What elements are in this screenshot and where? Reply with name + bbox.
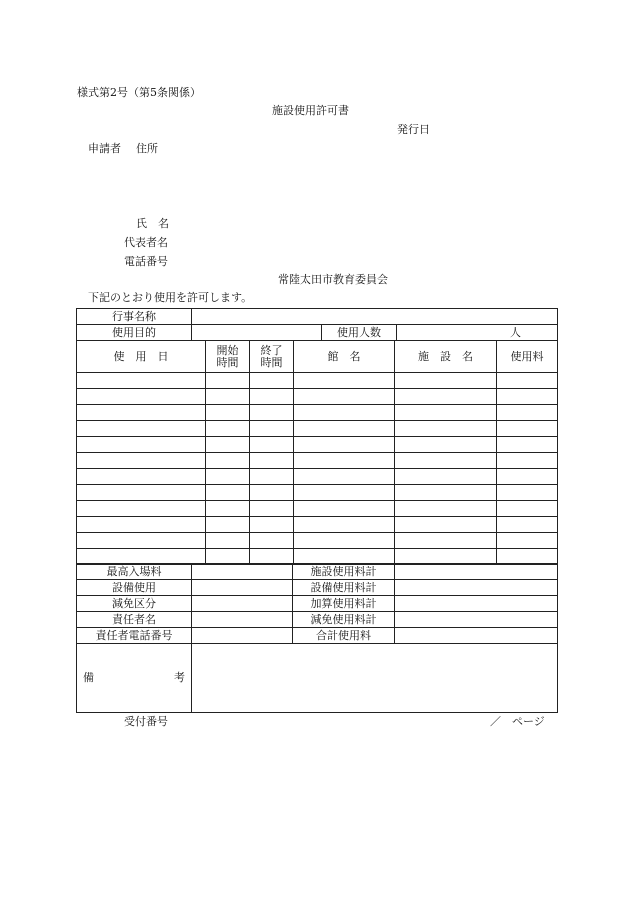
usage-cell[interactable]	[206, 437, 250, 453]
usage-cell[interactable]	[395, 405, 497, 421]
usage-cell[interactable]	[250, 469, 294, 485]
summary-left-label: 最高入場料	[77, 564, 192, 580]
summary-left-label: 減免区分	[77, 596, 192, 612]
attendees-field[interactable]	[397, 325, 558, 341]
table-row	[77, 421, 558, 437]
table-row	[77, 485, 558, 501]
table-row	[77, 389, 558, 405]
summary-left-label: 設備使用	[77, 580, 192, 596]
page-title: 施設使用許可書	[272, 104, 349, 117]
usage-rows	[77, 373, 558, 565]
usage-cell[interactable]	[497, 469, 558, 485]
summary-right-field[interactable]	[395, 612, 558, 628]
event-name-field[interactable]	[192, 309, 558, 325]
header-date: 使 用 日	[77, 341, 206, 373]
usage-cell[interactable]	[395, 501, 497, 517]
table-row	[77, 533, 558, 549]
representative-label: 代表者名	[124, 236, 168, 249]
usage-cell[interactable]	[250, 389, 294, 405]
table-row	[77, 517, 558, 533]
usage-cell[interactable]	[395, 533, 497, 549]
usage-cell[interactable]	[294, 405, 395, 421]
usage-cell[interactable]	[77, 405, 206, 421]
usage-cell[interactable]	[250, 517, 294, 533]
header-facility: 施 設 名	[395, 341, 497, 373]
usage-cell[interactable]	[497, 485, 558, 501]
table-row	[77, 453, 558, 469]
usage-cell[interactable]	[250, 501, 294, 517]
summary-left-field[interactable]	[192, 628, 293, 644]
usage-cell[interactable]	[77, 437, 206, 453]
usage-cell[interactable]	[294, 453, 395, 469]
usage-cell[interactable]	[497, 389, 558, 405]
event-info-table	[76, 308, 558, 341]
usage-cell[interactable]	[395, 437, 497, 453]
usage-cell[interactable]	[77, 533, 206, 549]
attendees-label: 使用人数	[322, 325, 397, 341]
usage-cell[interactable]	[395, 453, 497, 469]
usage-cell[interactable]	[206, 501, 250, 517]
usage-cell[interactable]	[497, 405, 558, 421]
usage-cell[interactable]	[395, 469, 497, 485]
summary-right-field[interactable]	[395, 596, 558, 612]
usage-cell[interactable]	[294, 373, 395, 389]
usage-cell[interactable]	[77, 389, 206, 405]
summary-left-field[interactable]	[192, 596, 293, 612]
usage-cell[interactable]	[77, 517, 206, 533]
usage-cell[interactable]	[250, 485, 294, 501]
summary-left-label: 責任者名	[77, 612, 192, 628]
summary-right-label: 加算使用料計	[293, 596, 395, 612]
usage-cell[interactable]	[250, 373, 294, 389]
usage-cell[interactable]	[250, 533, 294, 549]
table-row	[77, 469, 558, 485]
summary-right-label: 減免使用料計	[293, 612, 395, 628]
header-start-time: 開始 時間	[206, 341, 250, 373]
usage-cell[interactable]	[395, 421, 497, 437]
attendees-unit: 人	[510, 325, 522, 339]
summary-right-field[interactable]	[395, 580, 558, 596]
usage-cell[interactable]	[250, 421, 294, 437]
remarks-char-2: 考	[174, 671, 185, 684]
summary-row	[77, 580, 558, 596]
usage-cell[interactable]	[294, 517, 395, 533]
usage-cell[interactable]	[294, 389, 395, 405]
usage-cell[interactable]	[206, 421, 250, 437]
issuer: 常陸太田市教育委員会	[278, 273, 388, 286]
summary-table	[76, 563, 558, 713]
usage-cell[interactable]	[77, 453, 206, 469]
summary-left-field[interactable]	[192, 564, 293, 580]
summary-left-field[interactable]	[192, 580, 293, 596]
address-label: 住所	[136, 142, 158, 155]
usage-cell[interactable]	[206, 373, 250, 389]
summary-row	[77, 612, 558, 628]
usage-cell[interactable]	[206, 517, 250, 533]
header-hall: 館 名	[294, 341, 395, 373]
purpose-field[interactable]	[192, 325, 322, 341]
summary-right-label: 施設使用料計	[293, 564, 395, 580]
issue-date-label: 発行日	[397, 123, 430, 136]
summary-row	[77, 596, 558, 612]
usage-cell[interactable]	[395, 517, 497, 533]
usage-cell[interactable]	[395, 389, 497, 405]
permission-statement: 下記のとおり使用を許可します。	[88, 291, 253, 304]
usage-cell[interactable]	[497, 453, 558, 469]
purpose-label: 使用目的	[77, 325, 192, 341]
usage-cell[interactable]	[497, 373, 558, 389]
summary-row	[77, 564, 558, 580]
summary-left-label: 責任者電話番号	[77, 628, 192, 644]
phone-label: 電話番号	[124, 255, 168, 268]
summary-right-label: 合計使用料	[293, 628, 395, 644]
usage-cell[interactable]	[294, 533, 395, 549]
table-row	[77, 405, 558, 421]
summary-right-field[interactable]	[395, 564, 558, 580]
header-fee: 使用料	[497, 341, 558, 373]
applicant-label: 申請者	[88, 142, 121, 155]
summary-left-field[interactable]	[192, 612, 293, 628]
usage-cell[interactable]	[250, 453, 294, 469]
usage-cell[interactable]	[294, 421, 395, 437]
usage-cell[interactable]	[294, 485, 395, 501]
usage-cell[interactable]	[77, 501, 206, 517]
name-label: 氏 名	[136, 217, 169, 230]
usage-cell[interactable]	[395, 373, 497, 389]
usage-cell[interactable]	[206, 469, 250, 485]
summary-right-field[interactable]	[395, 628, 558, 644]
usage-cell[interactable]	[206, 533, 250, 549]
usage-cell[interactable]	[294, 469, 395, 485]
table-row	[77, 437, 558, 453]
usage-table	[76, 340, 558, 565]
form-code: 様式第2号（第5条関係）	[77, 86, 201, 99]
table-row	[77, 373, 558, 389]
remarks-char-1: 備	[83, 671, 94, 684]
header-end-time: 終了 時間	[250, 341, 294, 373]
usage-cell[interactable]	[206, 453, 250, 469]
usage-cell[interactable]	[250, 437, 294, 453]
summary-row	[77, 628, 558, 644]
usage-cell[interactable]	[77, 485, 206, 501]
usage-cell[interactable]	[77, 373, 206, 389]
usage-cell[interactable]	[497, 517, 558, 533]
page-number-label: ／ ページ	[490, 715, 545, 728]
usage-cell[interactable]	[294, 437, 395, 453]
usage-cell[interactable]	[294, 501, 395, 517]
usage-cell[interactable]	[206, 485, 250, 501]
usage-cell[interactable]	[206, 389, 250, 405]
receipt-number-label: 受付番号	[124, 715, 168, 728]
usage-cell[interactable]	[497, 437, 558, 453]
summary-right-label: 設備使用料計	[293, 580, 395, 596]
usage-cell[interactable]	[250, 405, 294, 421]
usage-cell[interactable]	[395, 485, 497, 501]
usage-cell[interactable]	[206, 405, 250, 421]
usage-cell[interactable]	[497, 533, 558, 549]
event-name-label: 行事名称	[77, 309, 192, 325]
remarks-field[interactable]	[192, 644, 558, 713]
usage-cell[interactable]	[77, 421, 206, 437]
usage-cell[interactable]	[497, 421, 558, 437]
usage-cell[interactable]	[77, 469, 206, 485]
table-row	[77, 501, 558, 517]
remarks-label	[77, 644, 192, 713]
usage-cell[interactable]	[497, 501, 558, 517]
